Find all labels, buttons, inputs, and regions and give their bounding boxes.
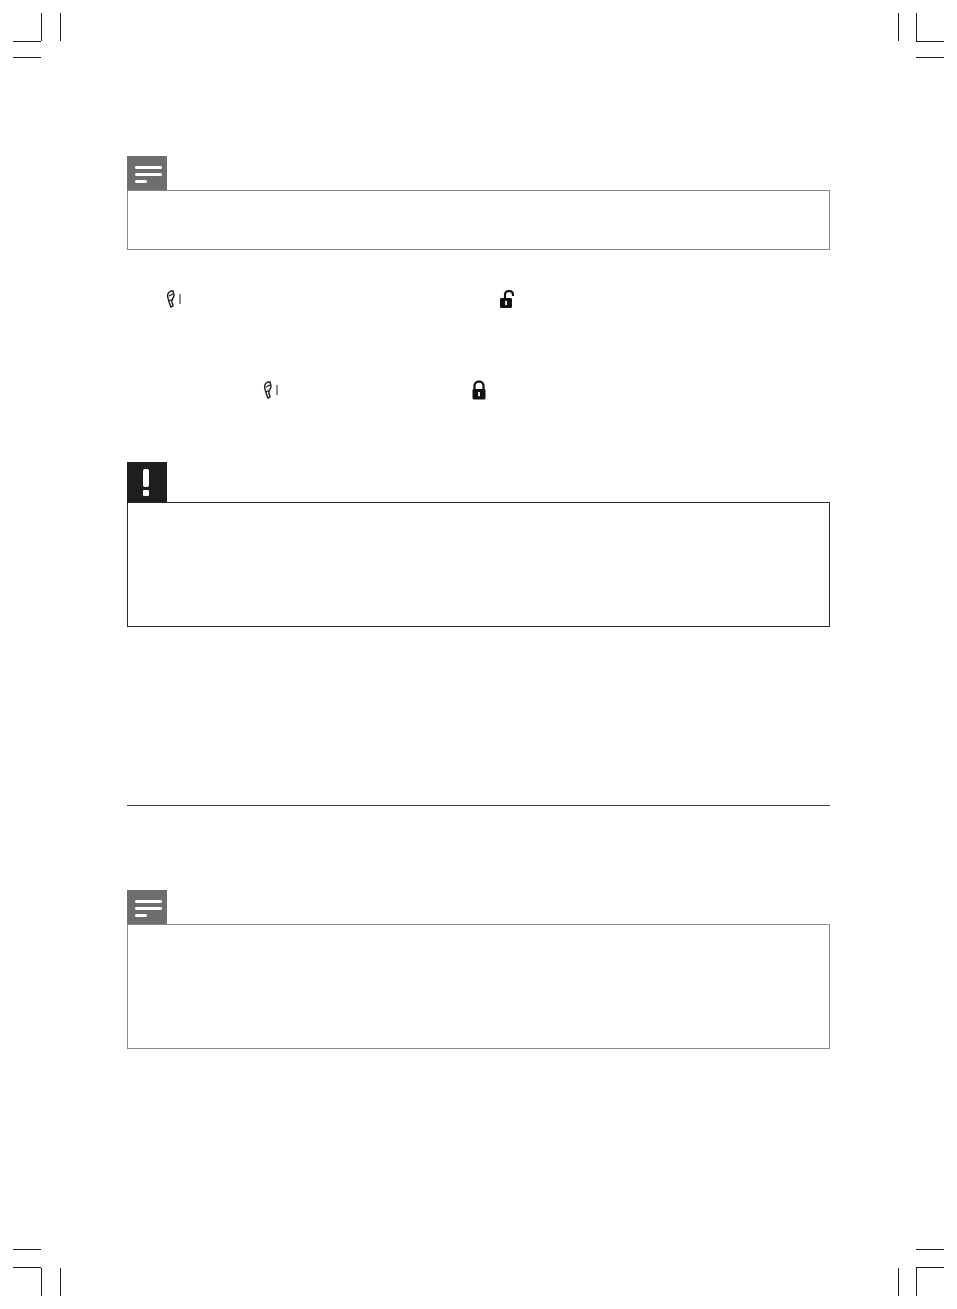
caution-callout bbox=[127, 462, 830, 627]
crop-mark bbox=[898, 13, 899, 41]
note-tab bbox=[127, 156, 167, 191]
crop-mark bbox=[41, 13, 42, 41]
note-icon bbox=[127, 156, 167, 191]
crop-mark bbox=[13, 1267, 41, 1268]
crop-mark bbox=[916, 13, 917, 41]
crop-mark bbox=[916, 41, 944, 42]
crop-mark bbox=[916, 1267, 944, 1268]
crop-mark bbox=[13, 1249, 41, 1250]
note-tab bbox=[127, 890, 167, 925]
exclamation-icon bbox=[127, 462, 167, 503]
caution-tab bbox=[127, 462, 167, 503]
crop-mark bbox=[41, 1268, 42, 1296]
note-callout bbox=[127, 156, 830, 250]
crop-mark bbox=[13, 57, 41, 58]
note-icon bbox=[127, 890, 167, 925]
crop-mark bbox=[898, 1268, 899, 1296]
caution-box bbox=[127, 502, 830, 627]
unlock-icon bbox=[498, 289, 518, 309]
crop-mark bbox=[13, 41, 41, 42]
crop-mark bbox=[916, 1268, 917, 1296]
lock-icon bbox=[470, 379, 488, 401]
section-divider bbox=[127, 805, 830, 806]
handset-icon bbox=[165, 289, 183, 309]
crop-mark bbox=[916, 1249, 944, 1250]
crop-mark bbox=[916, 57, 944, 58]
note-box bbox=[127, 924, 830, 1049]
crop-mark bbox=[60, 13, 61, 41]
crop-mark bbox=[60, 1268, 61, 1296]
handset-icon bbox=[262, 380, 280, 400]
note-callout bbox=[127, 890, 830, 1049]
note-box bbox=[127, 190, 830, 250]
